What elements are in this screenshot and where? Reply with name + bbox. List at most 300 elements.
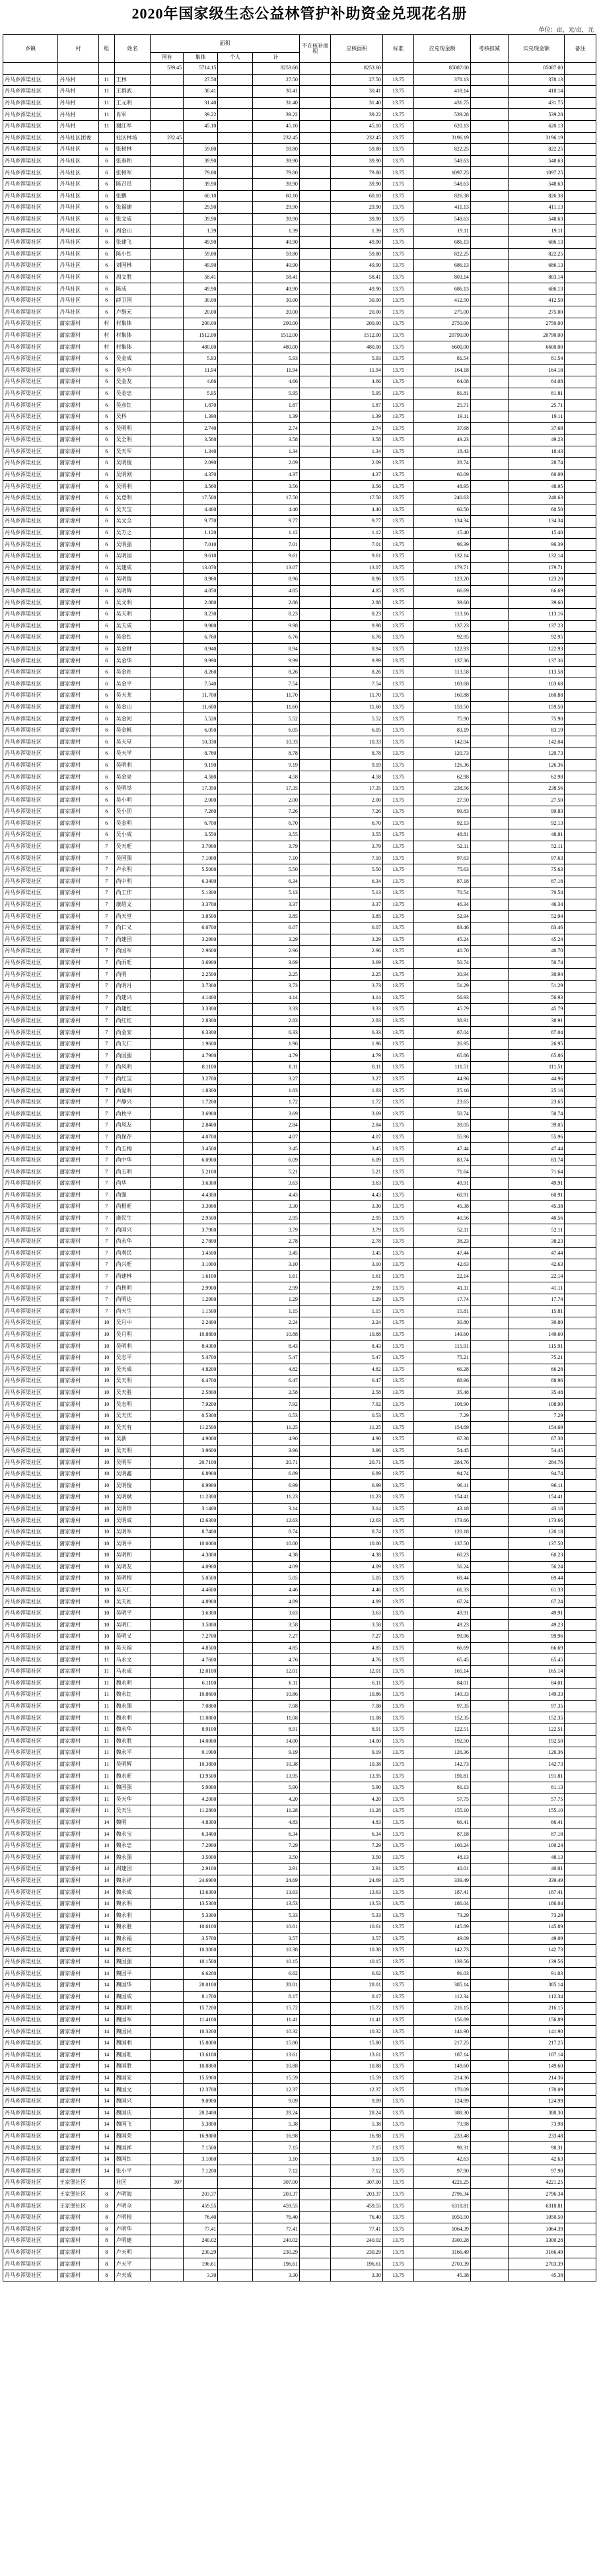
cell-area-collective: 5.9000 <box>184 1782 218 1793</box>
cell-payable-amount: 64.08 <box>414 376 471 388</box>
cell-actual-amount: 3196.19 <box>508 132 565 144</box>
cell-area-individual <box>218 876 252 888</box>
cell-group: 10 <box>98 1642 114 1654</box>
cell-payable-amount: 92.95 <box>414 632 471 644</box>
cell-actual-amount: 83.74 <box>508 1154 565 1166</box>
table-row <box>3 1631 596 1643</box>
table-row <box>3 2084 596 2096</box>
cell-area-state <box>151 899 184 911</box>
cell-remark <box>565 2211 596 2223</box>
cell-township: 丹马乡浑渠社区 <box>3 1154 58 1166</box>
cell-area-collective: 5714.15 <box>184 63 218 75</box>
cell-group: 7 <box>98 934 114 946</box>
cell-deduction <box>470 1596 508 1608</box>
cell-area-total: 3.33 <box>252 1004 299 1016</box>
cell-area-state <box>151 1700 184 1712</box>
cell-area-individual <box>218 178 252 190</box>
cell-actual-amount: 126.36 <box>508 1747 565 1759</box>
cell-payable-area: 3.27 <box>331 1073 382 1085</box>
cell-not-included <box>299 481 331 493</box>
cell-area-collective: 2.2400 <box>184 1317 218 1329</box>
cell-payable-amount: 6318.81 <box>414 2200 471 2212</box>
cell-area-total: 8.91 <box>252 1723 299 1735</box>
cell-area-state <box>151 283 184 295</box>
cell-area-state <box>151 1852 184 1863</box>
cell-remark <box>565 1340 596 1352</box>
cell-area-total: 10.32 <box>252 2026 299 2038</box>
cell-standard: 13.75 <box>382 225 414 237</box>
cell-area-state <box>151 1038 184 1050</box>
cell-area-total: 20.71 <box>252 1457 299 1469</box>
cell-deduction <box>470 1782 508 1793</box>
cell-remark <box>565 1410 596 1422</box>
cell-remark <box>565 1212 596 1224</box>
cell-deduction <box>470 1515 508 1527</box>
cell-area-total: 2.96 <box>252 946 299 957</box>
table-row <box>3 1735 596 1747</box>
cell-group: 7 <box>98 1154 114 1166</box>
cell-payable-area: 30.41 <box>331 86 382 98</box>
cell-area-total: 6.76 <box>252 632 299 644</box>
cell-area-state <box>151 2107 184 2119</box>
cell-deduction <box>470 271 508 283</box>
cell-township: 丹马乡浑渠社区 <box>3 2072 58 2084</box>
cell-area-state <box>151 539 184 551</box>
cell-village: 蒲家塬村 <box>58 2165 99 2177</box>
cell-name: 吴金明 <box>114 818 151 829</box>
cell-village: 蒲家塬村 <box>58 853 99 864</box>
cell-area-collective: 59.80 <box>184 144 218 156</box>
cell-not-included <box>299 818 331 829</box>
cell-village: 蒲家塬村 <box>58 2235 99 2247</box>
cell-actual-amount: 75.63 <box>508 864 565 876</box>
cell-payable-area: 6.89 <box>331 1468 382 1480</box>
cell-actual-amount: 145.89 <box>508 1922 565 1933</box>
cell-name: 尚玉梅 <box>114 1143 151 1155</box>
cell-standard: 13.75 <box>382 1340 414 1352</box>
cell-area-total: 8.78 <box>252 748 299 760</box>
cell-name: 吴天明 <box>114 1445 151 1457</box>
cell-area-total: 2.24 <box>252 1317 299 1329</box>
cell-area-total: 39.90 <box>252 213 299 225</box>
cell-actual-amount: 45.38 <box>508 2270 565 2281</box>
cell-deduction <box>470 888 508 899</box>
cell-village: 丹马社区 <box>58 213 99 225</box>
cell-not-included <box>299 1654 331 1666</box>
cell-area-collective: 8.960 <box>184 574 218 586</box>
cell-village: 蒲家塬村 <box>58 771 99 783</box>
cell-township: 丹马乡浑渠社区 <box>3 1480 58 1492</box>
cell-township: 丹马乡浑渠社区 <box>3 527 58 539</box>
cell-remark <box>565 435 596 446</box>
cell-group: 6 <box>98 202 114 214</box>
cell-not-included <box>299 1259 331 1271</box>
cell-standard: 13.75 <box>382 1700 414 1712</box>
cell-remark <box>565 1224 596 1236</box>
cell-payable-area: 8.94 <box>331 643 382 655</box>
cell-not-included <box>299 2165 331 2177</box>
table-row <box>3 1282 596 1294</box>
table-row <box>3 2003 596 2015</box>
cell-area-state <box>151 1561 184 1573</box>
cell-township: 丹马乡浑渠社区 <box>3 2037 58 2049</box>
cell-payable-amount: 57.75 <box>414 1793 471 1805</box>
cell-township: 丹马乡浑渠社区 <box>3 539 58 551</box>
cell-area-total: 459.55 <box>252 2200 299 2212</box>
cell-standard: 13.75 <box>382 109 414 121</box>
cell-area-state <box>151 969 184 981</box>
cell-name: 吴小成 <box>114 829 151 841</box>
cell-group: 11 <box>98 1805 114 1817</box>
cell-area-individual <box>218 213 252 225</box>
cell-payable-area: 17.35 <box>331 783 382 794</box>
cell-township: 丹马乡浑渠社区 <box>3 1793 58 1805</box>
cell-standard: 13.75 <box>382 946 414 957</box>
cell-area-total: 12.63 <box>252 1515 299 1527</box>
cell-area-individual <box>218 516 252 528</box>
cell-actual-amount: 25.16 <box>508 1085 565 1097</box>
cell-name: 卢静兴 <box>114 1096 151 1108</box>
cell-payable-area: 4.40 <box>331 504 382 516</box>
cell-group: 14 <box>98 1956 114 1968</box>
cell-group: 10 <box>98 1457 114 1469</box>
cell-payable-area: 9.61 <box>331 550 382 562</box>
cell-deduction <box>470 1457 508 1469</box>
cell-standard: 13.75 <box>382 1422 414 1434</box>
cell-township: 丹马乡浑渠社区 <box>3 1922 58 1933</box>
cell-group: 6 <box>98 585 114 597</box>
cell-area-total: 3.69 <box>252 1108 299 1120</box>
cell-remark <box>565 1642 596 1654</box>
cell-not-included <box>299 562 331 574</box>
cell-name: 肖军 <box>114 109 151 121</box>
cell-village: 蒲家塬村 <box>58 1898 99 1910</box>
table-row <box>3 2049 596 2061</box>
cell-area-collective: 10.6100 <box>184 1922 218 1933</box>
cell-group: 10 <box>98 1375 114 1387</box>
cell-group: 11 <box>98 74 114 86</box>
cell-actual-amount: 39.05 <box>508 1120 565 1132</box>
cell-village: 蒲家塬村 <box>58 1445 99 1457</box>
cell-not-included <box>299 1689 331 1701</box>
cell-name: 尚建红 <box>114 1004 151 1016</box>
cell-payable-area: 230.29 <box>331 2246 382 2258</box>
cell-name: 吴天成 <box>114 620 151 632</box>
cell-name: 吴明俊 <box>114 458 151 470</box>
table-row <box>3 167 596 179</box>
cell-not-included <box>299 1665 331 1677</box>
cell-village: 蒲家塬村 <box>58 1212 99 1224</box>
cell-payable-amount: 75.63 <box>414 864 471 876</box>
cell-name: 吴天华 <box>114 1793 151 1805</box>
cell-payable-amount: 94.74 <box>414 1468 471 1480</box>
table-row <box>3 539 596 551</box>
cell-standard: 13.75 <box>382 1457 414 1469</box>
cell-payable-amount: 378.13 <box>414 74 471 86</box>
cell-group: 6 <box>98 818 114 829</box>
cell-township: 丹马乡浑渠社区 <box>3 1085 58 1097</box>
cell-standard: 13.75 <box>382 899 414 911</box>
cell-not-included <box>299 783 331 794</box>
cell-remark <box>565 236 596 248</box>
cell-remark <box>565 1712 596 1724</box>
cell-payable-amount: 3166.49 <box>414 2246 471 2258</box>
table-row <box>3 794 596 806</box>
cell-deduction <box>470 713 508 725</box>
cell-group: 7 <box>98 1027 114 1039</box>
cell-area-individual <box>218 1096 252 1108</box>
cell-payable-area: 1.96 <box>331 1038 382 1050</box>
table-row <box>3 1445 596 1457</box>
cell-payable-amount: 284.76 <box>414 1457 471 1469</box>
cell-not-included <box>299 260 331 272</box>
cell-actual-amount: 418.14 <box>508 86 565 98</box>
cell-actual-amount: 91.03 <box>508 1968 565 1980</box>
cell-actual-amount: 47.44 <box>508 1143 565 1155</box>
cell-village: 蒲家塬村 <box>58 1050 99 1062</box>
cell-not-included <box>299 1422 331 1434</box>
cell-standard: 13.75 <box>382 1689 414 1701</box>
table-row <box>3 550 596 562</box>
cell-payable-area: 4.07 <box>331 1131 382 1143</box>
cell-standard: 13.75 <box>382 1887 414 1898</box>
cell-area-total: 3.37 <box>252 899 299 911</box>
cell-village: 蒲家塬村 <box>58 341 99 353</box>
cell-area-state <box>151 1340 184 1352</box>
cell-village: 蒲家塬村 <box>58 759 99 771</box>
cell-group: 村 <box>98 330 114 341</box>
cell-actual-amount: 132.14 <box>508 550 565 562</box>
cell-remark <box>565 1758 596 1770</box>
cell-area-state <box>151 1538 184 1550</box>
cell-name: 吴明明 <box>114 423 151 435</box>
cell-actual-amount: 71.64 <box>508 1166 565 1178</box>
cell-payable-area: 2.24 <box>331 1317 382 1329</box>
cell-payable-amount: 37.68 <box>414 423 471 435</box>
cell-payable-area: 2.74 <box>331 423 382 435</box>
cell-payable-amount: 83.46 <box>414 922 471 934</box>
header-actual-amount: 实兑现金额 <box>508 35 565 63</box>
table-row <box>3 771 596 783</box>
cell-payable-amount: 47.44 <box>414 1247 471 1259</box>
cell-township: 丹马乡浑渠社区 <box>3 922 58 934</box>
table-row <box>3 713 596 725</box>
cell-deduction <box>470 1817 508 1828</box>
cell-area-collective: 10.3200 <box>184 2026 218 2038</box>
table-row <box>3 1817 596 1828</box>
cell-payable-area: 3.96 <box>331 1445 382 1457</box>
cell-payable-amount: 99.96 <box>414 1631 471 1643</box>
cell-group: 10 <box>98 1515 114 1527</box>
cell-actual-amount: 126.36 <box>508 759 565 771</box>
cell-area-individual <box>218 608 252 620</box>
cell-actual-amount: 40.70 <box>508 946 565 957</box>
cell-group: 6 <box>98 144 114 156</box>
cell-area-state <box>151 527 184 539</box>
cell-area-state <box>151 550 184 562</box>
cell-remark <box>565 1550 596 1562</box>
cell-area-collective: 8.4300 <box>184 1340 218 1352</box>
cell-payable-area: 9.98 <box>331 620 382 632</box>
cell-remark <box>565 2142 596 2154</box>
cell-not-included <box>299 353 331 365</box>
table-row <box>3 1201 596 1213</box>
cell-remark <box>565 167 596 179</box>
cell-not-included <box>299 1840 331 1852</box>
cell-area-individual <box>218 2223 252 2235</box>
cell-name: 吴小明 <box>114 794 151 806</box>
cell-actual-amount: 123.20 <box>508 574 565 586</box>
cell-payable-amount: 87.18 <box>414 1828 471 1840</box>
header-area-total: 计 <box>252 53 299 63</box>
cell-actual-amount: 38.23 <box>508 1236 565 1247</box>
cell-name: 王元明 <box>114 97 151 109</box>
cell-remark <box>565 632 596 644</box>
cell-remark <box>565 341 596 353</box>
cell-name: 尚风明 <box>114 1062 151 1074</box>
cell-group: 7 <box>98 980 114 992</box>
cell-deduction <box>470 1723 508 1735</box>
cell-name: 尚国军 <box>114 946 151 957</box>
table-row <box>3 1422 596 1434</box>
cell-payable-area: 2.84 <box>331 1120 382 1132</box>
cell-not-included <box>299 295 331 306</box>
cell-name: 康民生 <box>114 1212 151 1224</box>
cell-not-included <box>299 1375 331 1387</box>
cell-area-collective: 3.3000 <box>184 1201 218 1213</box>
cell-area-collective: 7.1500 <box>184 2142 218 2154</box>
cell-payable-amount: 137.50 <box>414 1538 471 1550</box>
cell-actual-amount: 50.74 <box>508 1108 565 1120</box>
cell-payable-amount: 149.33 <box>414 1689 471 1701</box>
cell-village: 蒲家塬村 <box>58 666 99 678</box>
cell-remark <box>565 2188 596 2200</box>
cell-area-individual <box>218 1305 252 1317</box>
cell-village: 蒲家塬村 <box>58 1677 99 1689</box>
cell-area-state <box>151 423 184 435</box>
cell-deduction <box>470 411 508 423</box>
cell-area-collective: 3.1000 <box>184 2153 218 2165</box>
cell-remark <box>565 458 596 470</box>
cell-standard: 13.75 <box>382 1050 414 1062</box>
cell-actual-amount: 87.18 <box>508 1828 565 1840</box>
cell-area-total: 11.08 <box>252 1712 299 1724</box>
cell-actual-amount: 49.23 <box>508 435 565 446</box>
cell-area-total: 39.22 <box>252 109 299 121</box>
cell-standard: 13.75 <box>382 283 414 295</box>
cell-deduction <box>470 492 508 504</box>
cell-area-individual <box>218 1352 252 1364</box>
cell-village: 蒲家塬村 <box>58 562 99 574</box>
cell-actual-amount: 41.11 <box>508 1282 565 1294</box>
cell-payable-amount: 126.36 <box>414 1747 471 1759</box>
cell-township: 丹马乡浑渠社区 <box>3 1910 58 1922</box>
cell-area-individual <box>218 1526 252 1538</box>
cell-village: 蒲家塬村 <box>58 516 99 528</box>
cell-group: 14 <box>98 2014 114 2026</box>
cell-township: 丹马乡浑渠社区 <box>3 899 58 911</box>
cell-area-collective: 3.5700 <box>184 1933 218 1945</box>
cell-group: 14 <box>98 1945 114 1957</box>
cell-township: 丹马乡浑渠社区 <box>3 1665 58 1677</box>
cell-payable-amount: 67.24 <box>414 1596 471 1608</box>
cell-village: 蒲家塬村 <box>58 1828 99 1840</box>
cell-name: 魏永福 <box>114 1933 151 1945</box>
cell-name: 魏国民 <box>114 2026 151 2038</box>
cell-actual-amount: 67.24 <box>508 1596 565 1608</box>
cell-deduction <box>470 1665 508 1677</box>
cell-deduction <box>470 1154 508 1166</box>
cell-name: 魏国安 <box>114 2072 151 2084</box>
cell-standard: 13.75 <box>382 1178 414 1190</box>
cell-name: 吴彦红 <box>114 400 151 411</box>
cell-village: 蒲家塬村 <box>58 783 99 794</box>
cell-group: 8 <box>98 2235 114 2247</box>
cell-village: 蒲家塬村 <box>58 1922 99 1933</box>
cell-name: 吴金山 <box>114 701 151 713</box>
cell-payable-amount: 160.88 <box>414 690 471 702</box>
cell-standard: 13.75 <box>382 1945 414 1957</box>
table-row <box>3 1665 596 1677</box>
cell-payable-area: 4.38 <box>331 1550 382 1562</box>
cell-group: 10 <box>98 1550 114 1562</box>
cell-area-total: 39.90 <box>252 155 299 167</box>
cell-township: 丹马乡浑渠社区 <box>3 2235 58 2247</box>
cell-actual-amount: 44.96 <box>508 1073 565 1085</box>
cell-standard: 13.75 <box>382 190 414 202</box>
cell-deduction <box>470 2223 508 2235</box>
cell-township: 丹马乡浑渠社区 <box>3 853 58 864</box>
cell-remark <box>565 1526 596 1538</box>
cell-village: 蒲家塬村 <box>58 574 99 586</box>
cell-payable-amount: 45.79 <box>414 1004 471 1016</box>
cell-area-total: 8.17 <box>252 1991 299 2003</box>
cell-area-individual <box>218 1933 252 1945</box>
cell-actual-amount: 75.90 <box>508 713 565 725</box>
cell-remark <box>565 1654 596 1666</box>
cell-deduction <box>470 2177 508 2189</box>
cell-area-state <box>151 74 184 86</box>
cell-payable-area: 7.27 <box>331 1631 382 1643</box>
cell-standard: 13.75 <box>382 1898 414 1910</box>
cell-deduction <box>470 771 508 783</box>
cell-area-collective: 6.6200 <box>184 1968 218 1980</box>
cell-actual-amount: 60.91 <box>508 1189 565 1201</box>
cell-area-collective: 7.1000 <box>184 853 218 864</box>
cell-village: 蒲家塬村 <box>58 736 99 748</box>
cell-area-total: 45.10 <box>252 120 299 132</box>
cell-not-included <box>299 271 331 283</box>
cell-payable-amount: 822.25 <box>414 144 471 156</box>
cell-group: 6 <box>98 759 114 771</box>
cell-name: 卢永明 <box>114 864 151 876</box>
cell-payable-amount: 47.44 <box>414 1143 471 1155</box>
cell-payable-amount: 686.13 <box>414 260 471 272</box>
cell-area-state <box>151 1492 184 1504</box>
cell-remark <box>565 1375 596 1387</box>
table-row <box>3 980 596 992</box>
header-area: 面积 <box>151 35 300 53</box>
cell-area-total: 39.90 <box>252 178 299 190</box>
cell-area-total: 7.26 <box>252 806 299 818</box>
cell-area-total: 1.29 <box>252 1294 299 1305</box>
cell-area-collective: 3.2900 <box>184 934 218 946</box>
cell-area-collective: 13.6100 <box>184 2049 218 2061</box>
cell-standard: 13.75 <box>382 1038 414 1050</box>
cell-name: 吴天宝 <box>114 504 151 516</box>
cell-standard: 13.75 <box>382 74 414 86</box>
cell-area-state <box>151 2246 184 2258</box>
